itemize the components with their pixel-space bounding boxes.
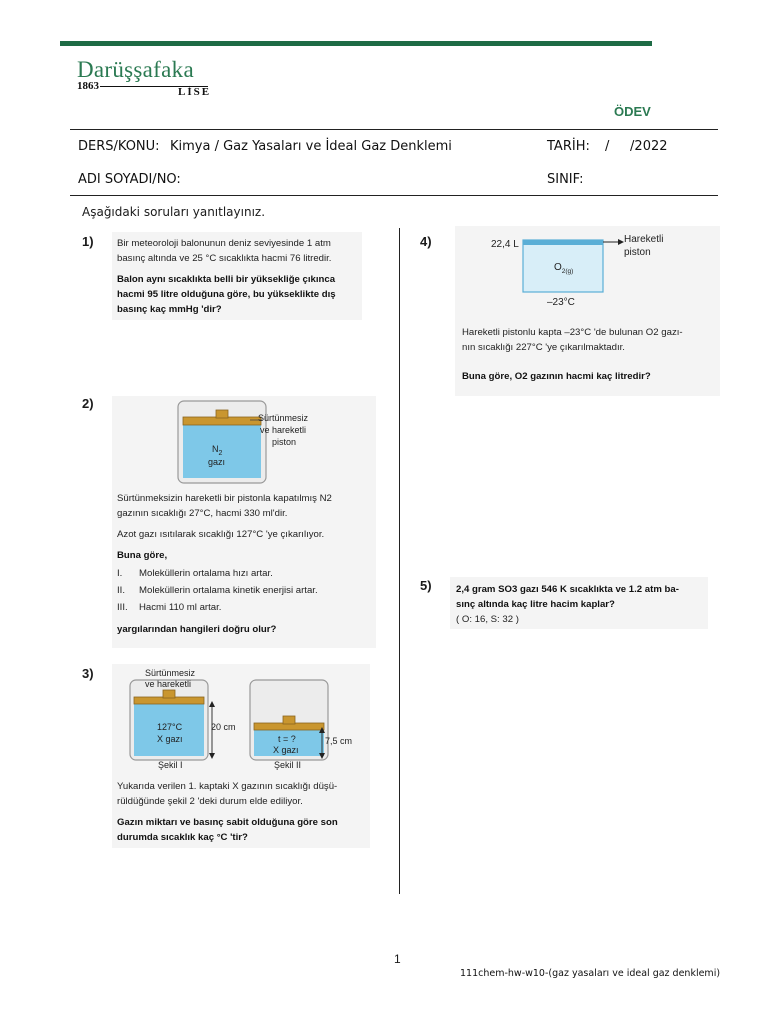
question-3-c1-gas: X gazı bbox=[157, 734, 183, 744]
question-2-gas-symbol: $N_2$ bbox=[212, 444, 223, 457]
question-2-option-1: I. Moleküllerin ortalama hızı artar. bbox=[117, 568, 273, 579]
question-3-bold-1: Gazın miktarı ve basınç sabit olduğuna göre son bbox=[117, 817, 338, 828]
question-5-number: 5) bbox=[420, 578, 432, 593]
question-2-text-3: Azot gazı ısıtılarak sıcaklığı 127°C 'ye çıkarılıyor. bbox=[117, 529, 325, 540]
question-4-arrow-label-2: piston bbox=[624, 247, 651, 258]
question-2-label-1: Sürtünmesiz bbox=[258, 413, 309, 423]
question-4-text-1: Hareketli pistonlu kapta –23°C 'de bulunan O2 gazı- bbox=[462, 327, 683, 338]
question-1-box bbox=[112, 232, 362, 320]
school-logo-lise: LİSE bbox=[178, 86, 212, 98]
question-1-bold-2: hacmi 95 litre olduğuna göre, bu yükseklikte dış bbox=[117, 289, 336, 300]
question-4-temp: –23°C bbox=[547, 297, 575, 308]
ders-label: DERS/KONU: bbox=[78, 139, 160, 154]
question-2-body bbox=[117, 491, 372, 637]
question-4-bold-1: Buna göre, O2 gazının hacmi kaç litredir? bbox=[462, 371, 651, 382]
question-3-c2-height: 7,5 cm bbox=[325, 736, 353, 746]
question-3-bold-2: durumda sıcaklık kaç °C 'tir? bbox=[117, 832, 248, 843]
page-number: 1 bbox=[394, 952, 401, 966]
question-3-c1-height: 20 cm bbox=[211, 722, 236, 732]
question-2-gas-label: gazı bbox=[208, 457, 226, 467]
question-3-label-1: Sürtünmesiz bbox=[145, 668, 196, 678]
tarih-label: TARİH: bbox=[547, 139, 590, 154]
question-3-c1-temp: 127°C bbox=[157, 722, 183, 732]
question-1-text-2: basınç altında ve 25 °C sıcaklıkta hacmi 76 litredir. bbox=[117, 253, 332, 264]
question-2-label-2: ve hareketli bbox=[260, 425, 307, 435]
name-label: ADI SOYADI/NO: bbox=[78, 172, 181, 187]
document-type-label: ÖDEV bbox=[614, 104, 651, 119]
tarih-value: / /2022 bbox=[605, 139, 668, 154]
instructions: Aşağıdaki soruları yanıtlayınız. bbox=[82, 205, 266, 219]
question-3-text-2: rüldüğünde şekil 2 'deki durum elde ediliyor. bbox=[117, 796, 303, 807]
question-4-body bbox=[462, 325, 717, 384]
question-2-text-1: Sürtünmeksizin hareketli bir pistonla kapatılmış N2 bbox=[117, 493, 332, 504]
footer-file-label: 111chem-hw-w10-(gaz yasaları ve ideal gaz denklemi) bbox=[460, 968, 721, 979]
question-5-bold-2: sınç altında kaç litre hacim kaplar? bbox=[456, 599, 615, 610]
question-4-arrow-label-1: Hareketli bbox=[624, 234, 664, 245]
question-4-text-2: nın sıcaklığı 227°C 'ye çıkarılmaktadır. bbox=[462, 342, 625, 353]
question-3-text-1: Yukarıda verilen 1. kaptaki X gazının sıcaklığı düşü- bbox=[117, 781, 338, 792]
question-3-c2-caption: Şekil II bbox=[274, 760, 302, 770]
question-3-number: 3) bbox=[82, 666, 94, 681]
question-3-c2-gas: X gazı bbox=[273, 745, 299, 755]
question-4-gas: $O_{2(g)}$ bbox=[554, 262, 574, 275]
header-top-rule bbox=[70, 129, 718, 130]
question-3-label-2: ve hareketli bbox=[145, 679, 192, 689]
header-bottom-rule bbox=[70, 195, 718, 196]
question-1-bold-1: Balon aynı sıcaklıkta belli bir yüksekliğe çıkınca bbox=[117, 274, 336, 285]
school-logo-year: 1863 bbox=[77, 80, 99, 92]
school-logo-name: Darüşşafaka bbox=[77, 57, 194, 82]
question-3-c2-temp: t = ? bbox=[278, 734, 296, 744]
question-1-bold-3: basınç kaç mmHg 'dir? bbox=[117, 304, 222, 315]
question-2-bold-question: yargılarından hangileri doğru olur? bbox=[117, 624, 277, 635]
question-3-body bbox=[117, 779, 369, 845]
question-2-option-3: III. Hacmi 110 ml artar. bbox=[117, 602, 222, 613]
question-4-number: 4) bbox=[420, 234, 432, 249]
column-divider bbox=[399, 228, 400, 894]
question-4-volume: 22,4 L bbox=[491, 239, 519, 250]
ders-value: Kimya / Gaz Yasaları ve İdeal Gaz Denklemi bbox=[170, 139, 452, 154]
question-1-number: 1) bbox=[82, 234, 94, 249]
question-5-box bbox=[450, 577, 708, 629]
question-2-option-2: II. Moleküllerin ortalama kinetik enerjisi artar. bbox=[117, 585, 318, 596]
class-label: SINIF: bbox=[547, 172, 584, 187]
question-2-text-2: gazının sıcaklığı 27°C, hacmi 330 ml'dir. bbox=[117, 508, 288, 519]
question-2-label-3: piston bbox=[272, 437, 297, 447]
question-2-bold-intro: Buna göre, bbox=[117, 550, 168, 561]
question-2-number: 2) bbox=[82, 396, 94, 411]
question-2-figure bbox=[170, 396, 350, 488]
question-1-text-1: Bir meteoroloji balonunun deniz seviyesinde 1 atm bbox=[117, 238, 331, 249]
question-5-bold-1: 2,4 gram SO3 gazı 546 K sıcaklıkta ve 1.2 atm ba- bbox=[456, 584, 679, 595]
question-5-note: ( O: 16, S: 32 ) bbox=[456, 614, 519, 625]
header-accent-bar bbox=[60, 41, 652, 46]
question-3-c1-caption: Şekil I bbox=[158, 760, 183, 770]
